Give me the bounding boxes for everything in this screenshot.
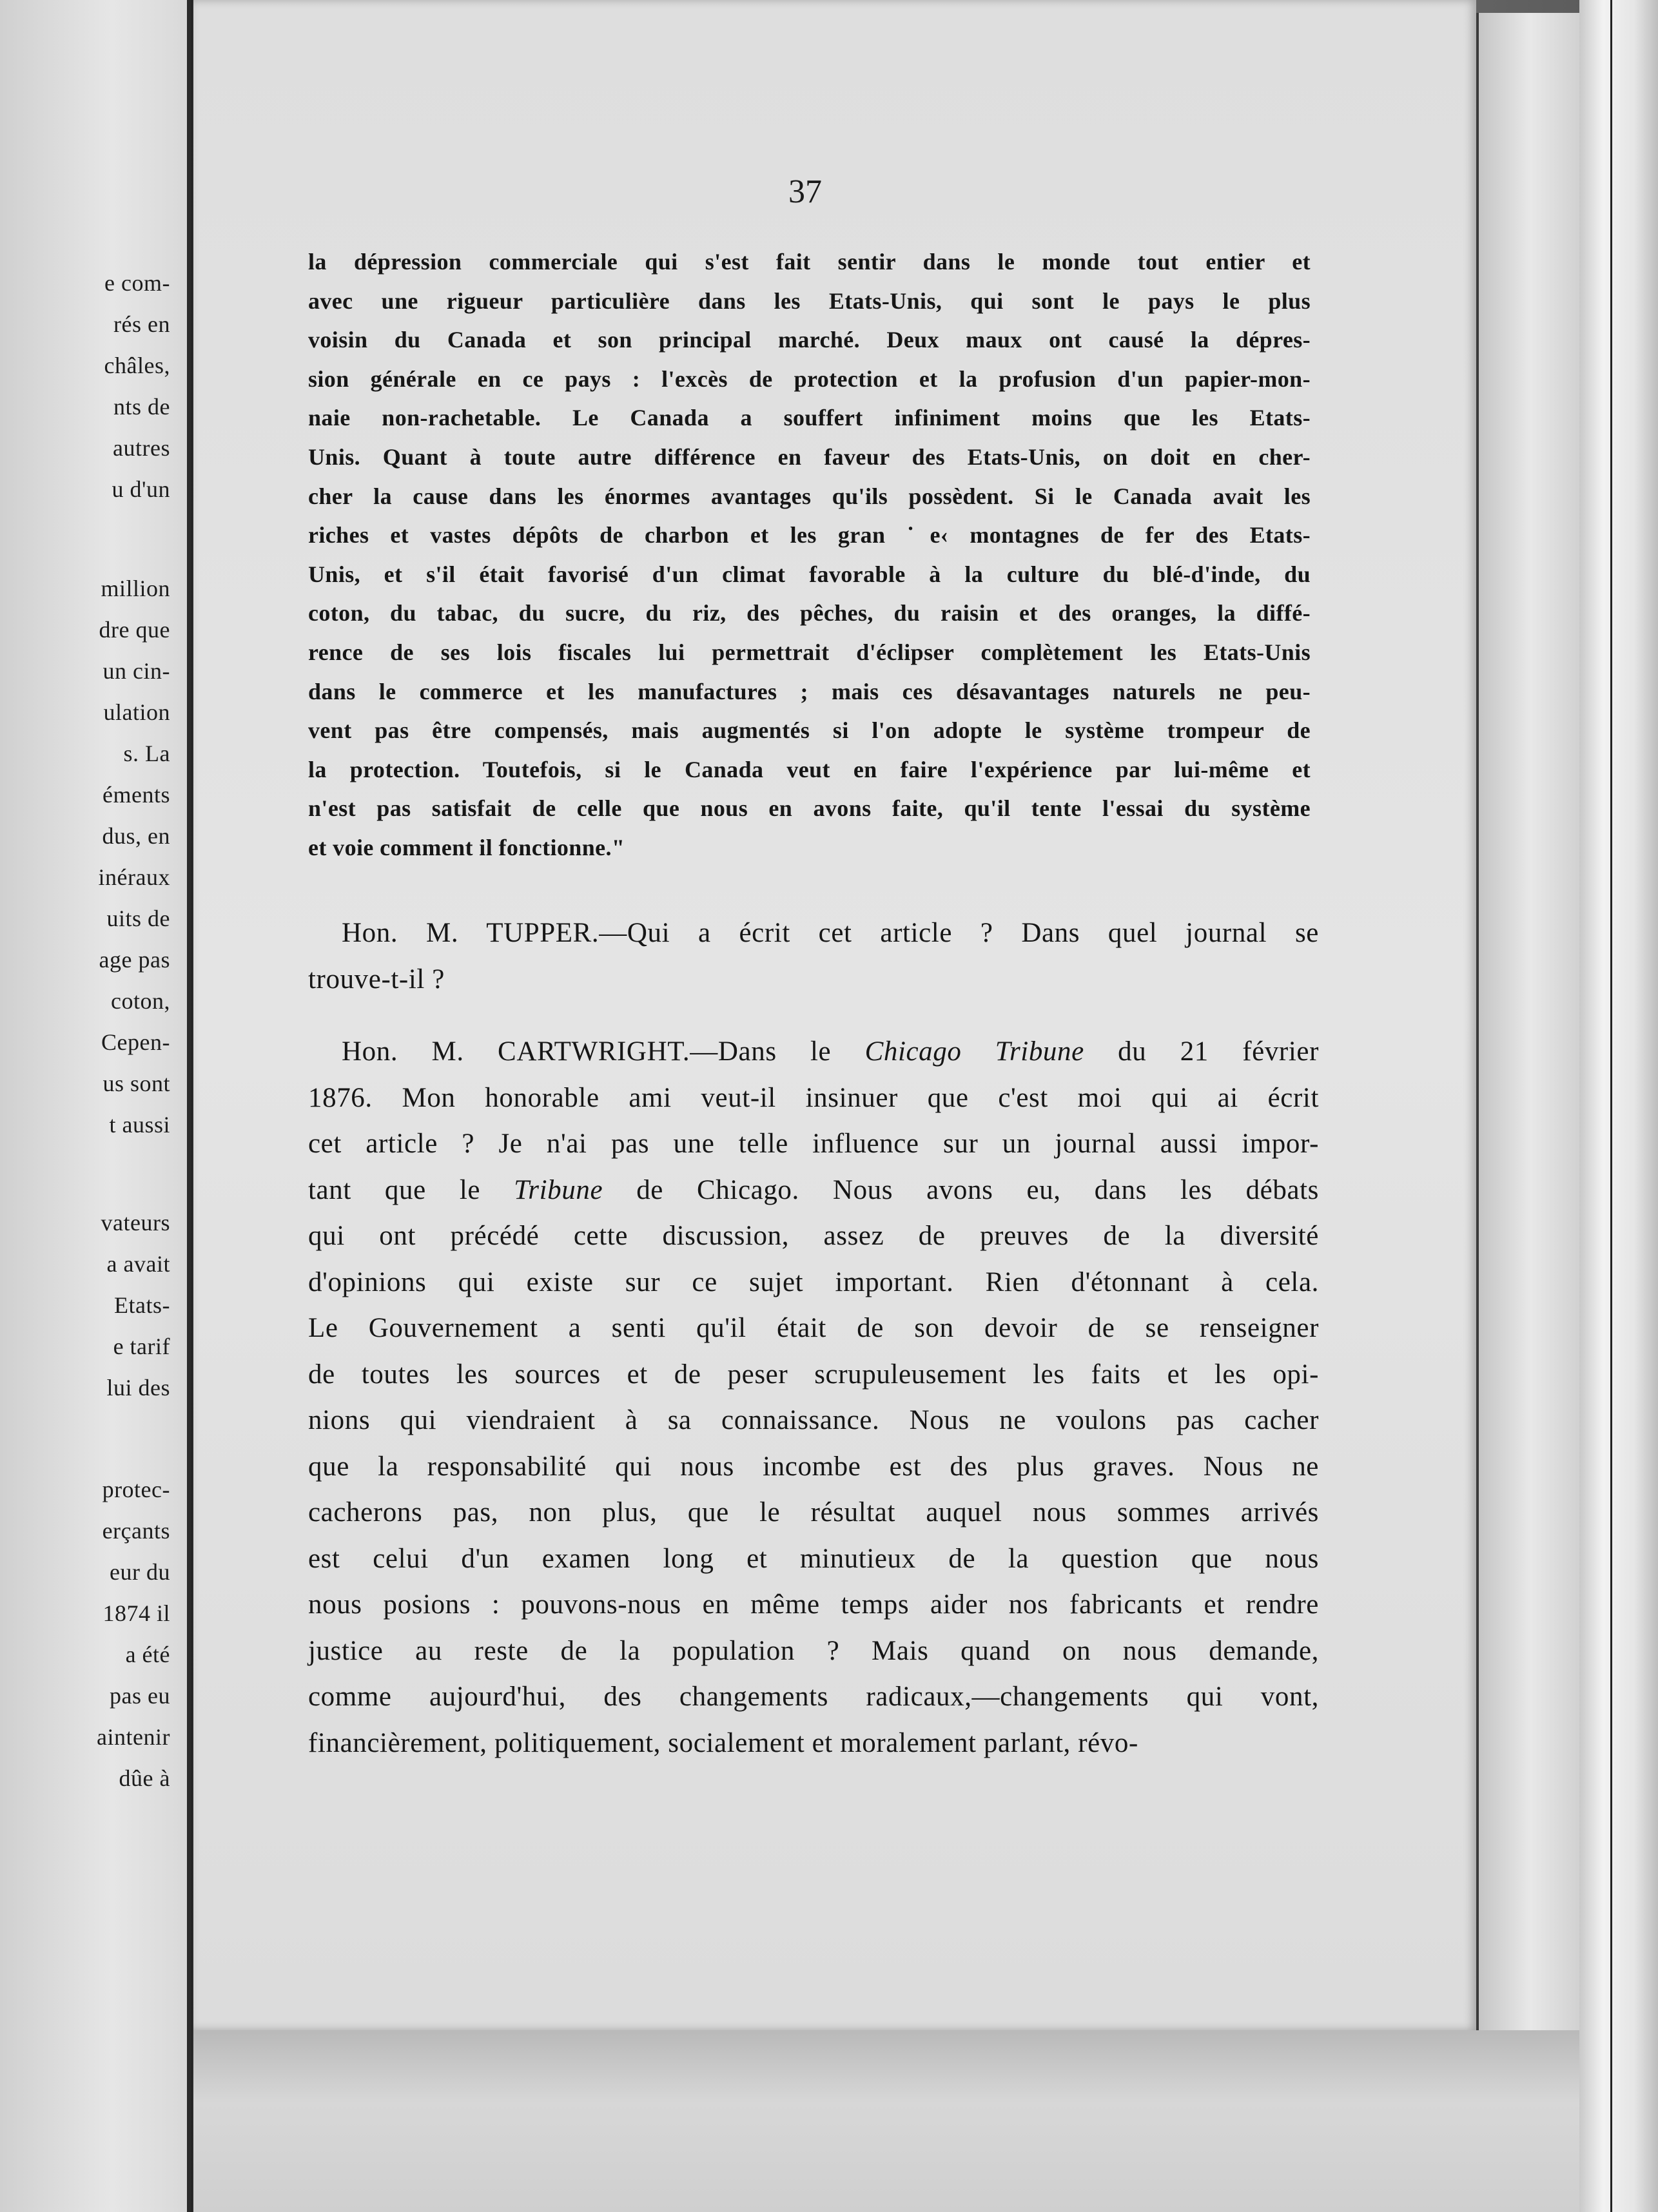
facing-page-text-fragment: Etats- xyxy=(114,1292,170,1318)
text-line: nous posions : pouvons-nous en même temps aider nos fabricants et rendre xyxy=(308,1589,1319,1620)
facing-page-text-fragment: ulation xyxy=(103,699,170,725)
page-bottom-margin xyxy=(193,2030,1579,2212)
facing-page-text-fragment: inéraux xyxy=(98,864,170,890)
text-line: est celui d'un examen long et minutieux de la question que nous xyxy=(308,1543,1319,1574)
facing-page-text-fragment: pas eu xyxy=(110,1683,170,1709)
facing-page-text-fragment: éments xyxy=(102,782,170,808)
text-line: qui ont précédé cette discussion, assez de preuves de la diversité xyxy=(308,1221,1319,1251)
facing-page-text-fragment: a avait xyxy=(106,1251,170,1277)
facing-page-text-fragment: a été xyxy=(125,1642,170,1667)
text-line: la dépression commerciale qui s'est fait sentir dans le monde tout entier et xyxy=(308,249,1311,275)
speaker-name: Hon. M. TUPPER. xyxy=(342,918,600,948)
facing-page-text-fragment: age pas xyxy=(99,947,170,973)
text-line: Unis. Quant à toute autre différence en faveur des Etats-Unis, on doit en cher- xyxy=(308,443,1311,470)
facing-page-text-fragment: dre que xyxy=(99,617,170,643)
text-line: cacherons pas, non plus, que le résultat auquel nous sommes arrivés xyxy=(308,1497,1319,1528)
page-stack-edge xyxy=(1476,13,1582,2037)
tupper-remark xyxy=(308,910,1319,1003)
facing-page-text-fragment: 1874 il xyxy=(102,1600,170,1626)
quoted-article-paragraph xyxy=(308,242,1311,868)
facing-page-text-fragment: autres xyxy=(113,435,170,461)
speaker-name: Hon. M. CARTWRIGHT. xyxy=(342,1036,690,1067)
facing-page-text-fragment: t aussi xyxy=(109,1112,170,1138)
text-line: rence de ses lois fiscales lui permettrait d'éclipser complètement les Etats-Unis xyxy=(308,639,1311,665)
newspaper-title: Chicago Tribune xyxy=(864,1036,1084,1067)
facing-page-text-fragment: eur du xyxy=(110,1559,170,1585)
text-line: cher la cause dans les énormes avantages qu'ils possèdent. Si le Canada avait les xyxy=(308,483,1311,509)
facing-page-text-fragment: protec- xyxy=(102,1477,170,1502)
remark-text: —Qui a écrit cet article ? Dans quel journal se xyxy=(599,918,1319,948)
text-line: trouve-t-il ? xyxy=(308,964,445,994)
text-line: financièrement, politiquement, socialement et moralement parlant, révo- xyxy=(308,1727,1138,1758)
book-edge xyxy=(1579,0,1658,2212)
text-line: tant que le Tribune de Chicago. Nous avons eu, dans les débats xyxy=(308,1174,1320,1205)
text-line: naie non-rachetable. Le Canada a souffert infiniment moins que les Etats- xyxy=(308,405,1311,431)
text-line: la protection. Toutefois, si le Canada veut en faire l'expérience par lui-même et xyxy=(308,756,1311,782)
text-line: et voie comment il fonctionne." xyxy=(308,834,625,860)
text-line: sion générale en ce pays : l'excès de protection et la profusion d'un papier-mon- xyxy=(308,365,1311,392)
text-line: n'est pas satisfait de celle que nous en avons faite, qu'il tente l'essai du système xyxy=(308,795,1311,822)
text-line: avec une rigueur particulière dans les Etats-Unis, qui sont le pays le plus xyxy=(308,287,1311,314)
facing-page-text-fragment: Cepen- xyxy=(101,1029,170,1055)
facing-page-text-fragment: erçants xyxy=(102,1518,170,1544)
text-line xyxy=(308,910,1319,956)
page-number: 37 xyxy=(788,173,822,210)
facing-page-text-fragment: châles, xyxy=(104,353,170,378)
facing-page-text-fragment: uits de xyxy=(106,906,170,931)
text-line: Unis, et s'il était favorisé d'un climat favorable à la culture du blé-d'inde, du xyxy=(308,561,1311,587)
edge-line xyxy=(1610,0,1612,2212)
facing-page-text-fragment: e com- xyxy=(104,270,170,296)
text-line: comme aujourd'hui, des changements radicaux,—changements qui vont, xyxy=(308,1682,1319,1712)
text-line: que la responsabilité qui nous incombe est des plus graves. Nous ne xyxy=(308,1451,1319,1482)
text-line: justice au reste de la population ? Mais quand on nous demande, xyxy=(308,1635,1319,1666)
facing-page-text-fragment: u d'un xyxy=(112,476,170,502)
cartwright-response xyxy=(308,1029,1319,1766)
text-line: coton, du tabac, du sucre, du riz, des pêches, du raisin et des oranges, la diffé- xyxy=(308,600,1311,626)
facing-page-text-fragment: lui des xyxy=(106,1375,170,1401)
facing-page-text-fragment: rés en xyxy=(113,311,170,337)
text-line: riches et vastes dépôts de charbon et les gran ˙e‹ montagnes de fer des Etats- xyxy=(308,522,1311,548)
facing-page-text-fragment: vateurs xyxy=(101,1210,170,1236)
facing-page-text-fragment: s. La xyxy=(123,741,170,766)
facing-page-text-fragment: nts de xyxy=(113,394,170,420)
facing-page-text-fragment: million xyxy=(101,576,170,601)
text-line: d'opinions qui existe sur ce sujet important. Rien d'étonnant à cela. xyxy=(308,1266,1319,1297)
text-line: de toutes les sources et de peser scrupuleusement les faits et les opi- xyxy=(308,1359,1319,1390)
text-line: dans le commerce et les manufactures ; mais ces désavantages naturels ne peu- xyxy=(308,678,1311,704)
facing-page-text-fragment: coton, xyxy=(111,988,170,1014)
newspaper-title: Tribune xyxy=(514,1174,603,1205)
text-line: nions qui viendraient à sa connaissance. Nous ne voulons pas cacher xyxy=(308,1405,1319,1435)
text-line: 1876. Mon honorable ami veut-il insinuer que c'est moi qui ai écrit xyxy=(308,1082,1319,1113)
facing-page-text-fragment: dûe à xyxy=(119,1765,170,1791)
facing-page-text-fragment: aintenir xyxy=(97,1724,170,1750)
facing-page-fragment xyxy=(0,0,191,2212)
text-line: cet article ? Je n'ai pas une telle influence sur un journal aussi impor- xyxy=(308,1129,1319,1159)
facing-page-text-fragment: e tarif xyxy=(113,1334,170,1359)
facing-page-text-fragment: un cin- xyxy=(102,658,170,684)
response-first-line: —Dans le Chicago Tribune du 21 février xyxy=(690,1036,1320,1067)
text-line: Le Gouvernement a senti qu'il était de son devoir de se renseigner xyxy=(308,1313,1319,1343)
text-line: vent pas être compensés, mais augmentés si l'on adopte le système trompeur de xyxy=(308,717,1311,744)
text-line: voisin du Canada et son principal marché. Deux maux ont causé la dépres- xyxy=(308,327,1311,353)
facing-page-text-fragment: us sont xyxy=(102,1071,170,1096)
facing-page-text-fragment: dus, en xyxy=(102,823,170,849)
text-line xyxy=(308,1029,1319,1075)
